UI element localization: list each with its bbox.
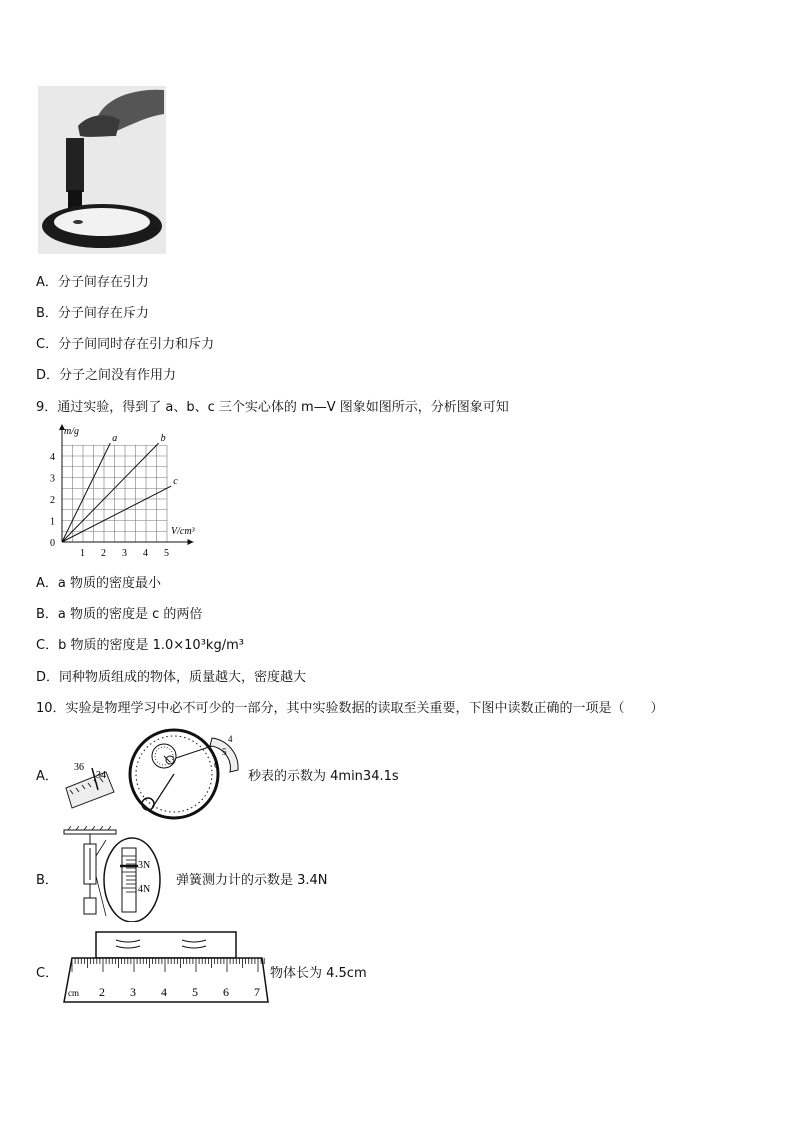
stopwatch-label-36: 36 xyxy=(74,762,84,773)
q9-option-a: A．a 物质的密度最小 xyxy=(36,576,162,591)
series-line-b xyxy=(62,443,159,542)
q9-option-c: C．b 物质的密度是 1.0×10³kg/m³ xyxy=(36,638,244,653)
q9-stem: 9．通过实验，得到了 a、b、c 三个实心体的 m—V 图象如图所示，分析图象可知 xyxy=(36,400,509,415)
stopwatch-label-4: 4 xyxy=(228,734,233,744)
y-tick-label: 1 xyxy=(50,516,55,528)
q8-option-b: B．分子间存在斥力 xyxy=(36,306,149,321)
y-tick-label: 2 xyxy=(50,495,55,506)
ruler-figure xyxy=(62,930,272,1008)
x-tick-label: 1 xyxy=(80,548,85,558)
q10-option-b-text: 弹簧测力计的示数是 3.4N xyxy=(176,873,328,888)
ruler-tick-label: 4 xyxy=(161,985,167,999)
x-tick-label: 4 xyxy=(143,548,148,558)
q10-option-a-text: 秒表的示数为 4min34.1s xyxy=(248,769,399,784)
stopwatch-label-5: 5 xyxy=(222,747,227,757)
stopwatch-label-34: 34 xyxy=(96,770,106,781)
series-line-c xyxy=(62,486,171,542)
x-axis-arrow xyxy=(188,539,194,545)
x-tick-label: 5 xyxy=(164,548,169,558)
ruler-unit-label: cm xyxy=(68,988,79,998)
series-line-a xyxy=(62,443,110,542)
stopwatch-figure xyxy=(62,728,248,820)
x-tick-label: 2 xyxy=(101,548,106,558)
spring-scale-figure xyxy=(62,826,172,922)
q8-photo xyxy=(38,86,166,254)
q10-option-a-letter: A． xyxy=(36,769,58,784)
q10-option-b-letter: B． xyxy=(36,873,58,888)
q8-option-c: C．分子间同时存在引力和斥力 xyxy=(36,337,215,352)
series-label-a: a xyxy=(112,433,118,445)
ruler-tick-label: 3 xyxy=(130,985,136,999)
y-tick-label: 4 xyxy=(50,452,55,463)
x-tick-label: 3 xyxy=(122,548,127,558)
y-tick-label: 3 xyxy=(50,473,55,485)
q9-option-b: B．a 物质的密度是 c 的两倍 xyxy=(36,607,203,622)
q10-stem: 10．实验是物理学习中必不可少的一部分，其中实验数据的读取至关重要，下图中读数正确的一项是（ ） xyxy=(36,701,664,716)
ruler-tick-label: 5 xyxy=(192,985,198,999)
q9-option-d: D．同种物质组成的物体，质量越大，密度越大 xyxy=(36,670,307,685)
series-label-c: c xyxy=(173,476,178,488)
y-axis-label: m/g xyxy=(64,426,79,437)
ruler-tick-label: 7 xyxy=(254,985,260,999)
spring-scale-label-4n: 4N xyxy=(138,884,151,895)
q8-option-a: A．分子间存在引力 xyxy=(36,275,149,290)
mv-chart xyxy=(40,422,210,558)
spring-scale-label-3n: 3N xyxy=(138,860,151,871)
ruler-tick-label: 2 xyxy=(99,985,105,999)
stopwatch-label-6: 6 xyxy=(214,760,219,770)
q10-option-c-text: 物体长为 4.5cm xyxy=(270,966,367,981)
q8-option-d: D．分子之间没有作用力 xyxy=(36,368,177,383)
ruler-tick-label: 6 xyxy=(223,985,229,999)
x-axis-label: V/cm³ xyxy=(171,526,195,537)
origin-label: 0 xyxy=(50,538,55,549)
series-label-b: b xyxy=(160,433,166,445)
q10-option-c-letter: C． xyxy=(36,966,59,981)
chart-grid xyxy=(62,445,167,542)
